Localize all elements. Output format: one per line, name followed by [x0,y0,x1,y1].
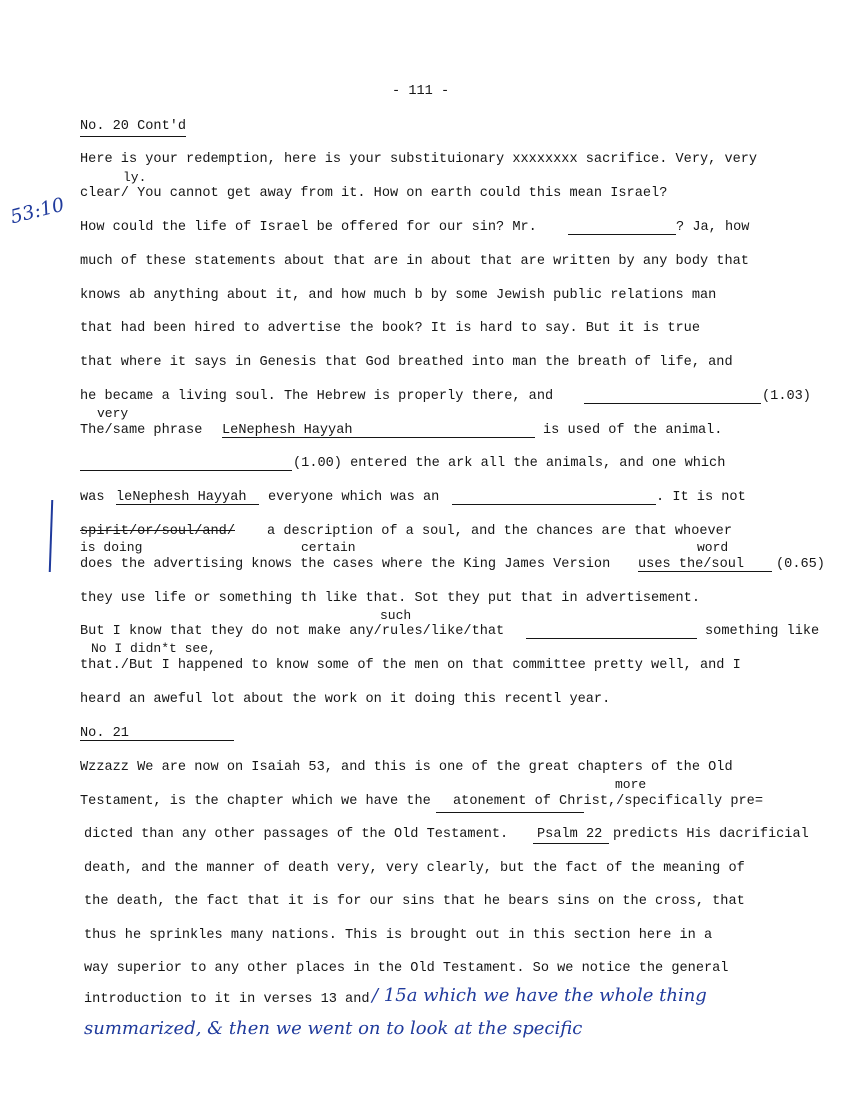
blank-line [568,234,676,235]
blank-line [584,403,761,404]
text-line-3-end: ? Ja, how [676,220,750,235]
text-line-5: knows ab anything about it, and how much b by some Jewish public relations man [80,288,717,303]
blank-line [80,470,292,471]
margin-vertical-mark [49,500,54,572]
text-line-12: a description of a soul, and the chances are that whoever [267,524,732,539]
text-line-19: Testament, is the chapter which we have the [80,794,431,809]
handwritten-continuation-2: summarized, & then we went on to look at the specific [84,1018,583,1039]
text-line-11-mid: everyone which was an [268,490,440,505]
text-line-11: was [80,490,105,505]
underlined-phrase: uses the/soul [638,557,745,572]
text-line-17: heard an aweful lot about the work on it doing this recentl year. [80,692,611,707]
text-line-8: he became a living soul. The Hebrew is properly there, and [80,389,554,404]
text-line-18: Wzzazz We are now on Isaiah 53, and this is one of the great chapters of the Old [80,760,733,775]
text-line-25: introduction to it in verses 13 and [84,992,370,1007]
blank-line [452,504,656,505]
text-line-1: Here is your redemption, here is your substituionary xxxxxxxx sacrifice. Very, very [80,152,758,167]
text-line-16: that./But I happened to know some of the men on that committee pretty well, and I [80,658,741,673]
underline [436,812,584,813]
underline [222,437,535,438]
text-line-13: does the advertising knows the cases where the King James Version [80,557,611,572]
text-line-23: thus he sprinkles many nations. This is brought out in this section here in a [84,928,713,943]
scripture-ref: Psalm 22 [537,827,603,842]
underline [116,504,259,505]
timestamp-marker-2: (0.65) [776,557,825,572]
underline [638,571,772,572]
section-heading-21: No. 21 [80,726,129,741]
margin-handwritten-note: 53:10 [8,193,67,229]
text-line-21: death, and the manner of death very, very clearly, but the fact of the meaning of [84,861,745,876]
struck-text: spirit/or/soul/and/ [80,524,235,539]
insertion-is-doing: is doing [80,540,143,555]
underlined-phrase-2: atonement of Christ,/specifically pre= [453,794,763,809]
text-line-6: that had been hired to advertise the book? It is hard to say. But it is true [80,321,700,336]
insertion-no-i-didnt-see: No I didn*t see, [91,641,216,656]
text-line-4: much of these statements about that are in about that are written by any body that [80,254,749,269]
insertion-certain: certain [301,540,356,555]
text-line-10: (1.00) entered the ark all the animals, and one which [293,456,726,471]
text-line-24: way superior to any other places in the Old Testament. So we notice the general [84,961,729,976]
underline [533,843,609,844]
text-line-9: The/same phrase [80,423,203,438]
section-heading-20: No. 20 Cont'd [80,119,186,137]
hebrew-phrase: LeNephesh Hayyah [222,423,353,438]
text-line-2: clear/ You cannot get away from it. How on earth could this mean Israel? [80,186,668,201]
insertion-ly: ly. [123,170,147,185]
timestamp-marker: (1.03) [762,389,811,404]
insertion-more: more [615,777,647,792]
text-line-3: How could the life of Israel be offered for our sin? Mr. [80,220,537,235]
insertion-word: word [697,540,729,555]
text-line-15-end: something like [705,624,820,639]
text-line-20-end: predicts His dacrificial [613,827,809,842]
underline [80,740,234,741]
text-line-9-end: is used of the animal. [543,423,723,438]
blank-line [526,638,697,639]
insertion-very: very [97,406,129,421]
text-line-20: dicted than any other passages of the Old Testament. [84,827,509,842]
text-line-11-end: . It is not [656,490,746,505]
hebrew-phrase-2: leNephesh Hayyah [116,490,247,505]
handwritten-continuation-1: / 15a which we have the whole thing [372,985,707,1006]
text-line-14: they use life or something th like that. Sot they put that in advertisement. [80,591,700,606]
text-line-7: that where it says in Genesis that God breathed into man the breath of life, and [80,355,733,370]
text-line-15: But I know that they do not make any/rules/like/that [80,624,505,639]
text-line-22: the death, the fact that it is for our sins that he bears sins on the cross, that [84,894,745,909]
insertion-such: such [380,608,412,623]
page-number: - 111 - [392,84,450,99]
